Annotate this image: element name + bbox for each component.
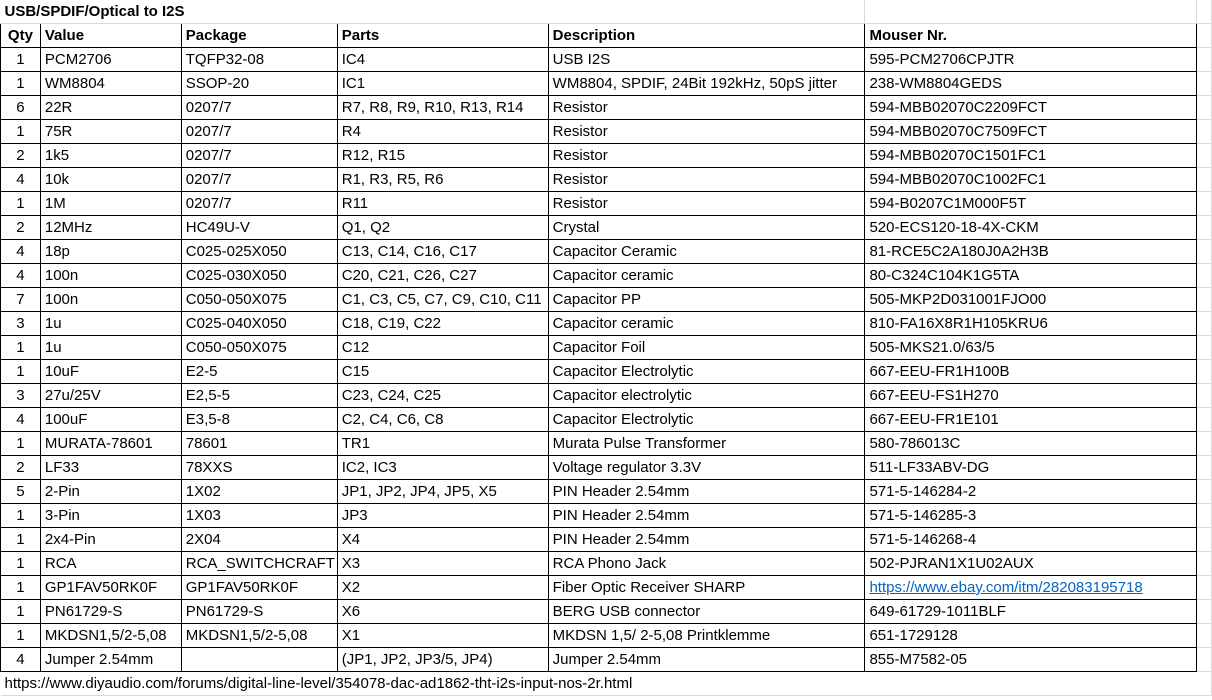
cell-value[interactable]: LF33 bbox=[40, 456, 181, 480]
cell-mouser-nr[interactable]: 651-1729128 bbox=[865, 624, 1197, 648]
cell-parts[interactable]: R7, R8, R9, R10, R13, R14 bbox=[337, 96, 548, 120]
cell-value[interactable]: PN61729-S bbox=[40, 600, 181, 624]
cell-parts[interactable]: X6 bbox=[337, 600, 548, 624]
cell-package[interactable]: C025-040X050 bbox=[181, 312, 337, 336]
cell-package[interactable]: HC49U-V bbox=[181, 216, 337, 240]
cell-empty[interactable] bbox=[548, 0, 865, 24]
cell-mouser-nr[interactable]: 594-MBB02070C2209FCT bbox=[865, 96, 1197, 120]
cell-package[interactable]: 0207/7 bbox=[181, 120, 337, 144]
cell-package[interactable]: 0207/7 bbox=[181, 168, 337, 192]
table-row bbox=[1, 408, 1212, 432]
cell-parts[interactable]: C1, C3, C5, C7, C9, C10, C11 bbox=[337, 288, 548, 312]
cell-value[interactable]: 75R bbox=[40, 120, 181, 144]
cell-empty[interactable] bbox=[1197, 504, 1212, 528]
cell-description[interactable]: RCA Phono Jack bbox=[548, 552, 865, 576]
cell-empty[interactable] bbox=[1197, 96, 1212, 120]
cell-value[interactable]: 2x4-Pin bbox=[40, 528, 181, 552]
cell-value[interactable]: MURATA-78601 bbox=[40, 432, 181, 456]
table-row bbox=[1, 168, 1212, 192]
cell-qty[interactable]: 1 bbox=[1, 600, 41, 624]
cell-mouser-nr[interactable]: 594-MBB02070C1501FC1 bbox=[865, 144, 1197, 168]
cell-package[interactable]: MKDSN1,5/2-5,08 bbox=[181, 624, 337, 648]
cell-empty[interactable] bbox=[1197, 336, 1212, 360]
cell-description[interactable]: WM8804, SPDIF, 24Bit 192kHz, 50pS jitter bbox=[548, 72, 865, 96]
cell-empty[interactable] bbox=[1197, 672, 1212, 696]
table-row bbox=[1, 240, 1212, 264]
cell-mouser-nr[interactable]: 571-5-146284-2 bbox=[865, 480, 1197, 504]
cell-description[interactable]: Capacitor Electrolytic bbox=[548, 360, 865, 384]
table-row bbox=[1, 456, 1212, 480]
cell-mouser-nr[interactable]: 810-FA16X8R1H105KRU6 bbox=[865, 312, 1197, 336]
cell-qty[interactable]: 1 bbox=[1, 360, 41, 384]
cell-package[interactable]: C050-050X075 bbox=[181, 336, 337, 360]
cell-package[interactable]: RCA_SWITCHCRAFT bbox=[181, 552, 337, 576]
cell-mouser-nr[interactable]: 238-WM8804GEDS bbox=[865, 72, 1197, 96]
cell-empty[interactable] bbox=[1197, 48, 1212, 72]
cell-description[interactable]: Capacitor Electrolytic bbox=[548, 408, 865, 432]
cell-qty[interactable]: 1 bbox=[1, 576, 41, 600]
cell-qty[interactable]: 6 bbox=[1, 96, 41, 120]
table-row bbox=[1, 504, 1212, 528]
cell-package[interactable]: 0207/7 bbox=[181, 96, 337, 120]
cell-value[interactable]: 3-Pin bbox=[40, 504, 181, 528]
header-row bbox=[1, 24, 1212, 48]
cell-description[interactable]: Crystal bbox=[548, 216, 865, 240]
cell-value[interactable]: 1u bbox=[40, 336, 181, 360]
cell-package[interactable]: E2-5 bbox=[181, 360, 337, 384]
cell-package[interactable]: 78XXS bbox=[181, 456, 337, 480]
cell-package[interactable]: GP1FAV50RK0F bbox=[181, 576, 337, 600]
cell-description[interactable]: Capacitor electrolytic bbox=[548, 384, 865, 408]
cell-description[interactable]: Resistor bbox=[548, 144, 865, 168]
cell-description[interactable]: Capacitor Foil bbox=[548, 336, 865, 360]
table-row bbox=[1, 144, 1212, 168]
cell-package[interactable]: 0207/7 bbox=[181, 144, 337, 168]
cell-empty[interactable] bbox=[1197, 264, 1212, 288]
cell-description[interactable]: Jumper 2.54mm bbox=[548, 648, 865, 672]
cell-parts[interactable]: R12, R15 bbox=[337, 144, 548, 168]
header-parts[interactable]: Parts bbox=[337, 24, 548, 48]
table-row bbox=[1, 96, 1212, 120]
cell-value[interactable]: 22R bbox=[40, 96, 181, 120]
cell-qty[interactable]: 1 bbox=[1, 432, 41, 456]
cell-value[interactable]: 18p bbox=[40, 240, 181, 264]
cell-description[interactable]: Capacitor PP bbox=[548, 288, 865, 312]
cell-parts[interactable]: X4 bbox=[337, 528, 548, 552]
table-row bbox=[1, 432, 1212, 456]
cell-package[interactable]: E2,5-5 bbox=[181, 384, 337, 408]
cell-parts[interactable]: JP1, JP2, JP4, JP5, X5 bbox=[337, 480, 548, 504]
cell-mouser-nr[interactable]: 649-61729-1011BLF bbox=[865, 600, 1197, 624]
table-row bbox=[1, 624, 1212, 648]
cell-mouser-nr[interactable]: 595-PCM2706CPJTR bbox=[865, 48, 1197, 72]
cell-value[interactable]: 10uF bbox=[40, 360, 181, 384]
table-row bbox=[1, 288, 1212, 312]
cell-qty[interactable]: 4 bbox=[1, 408, 41, 432]
cell-parts[interactable]: IC4 bbox=[337, 48, 548, 72]
cell-mouser-nr[interactable]: 511-LF33ABV-DG bbox=[865, 456, 1197, 480]
table-row bbox=[1, 48, 1212, 72]
cell-qty[interactable]: 2 bbox=[1, 144, 41, 168]
cell-mouser-link[interactable]: https://www.ebay.com/itm/282083195718 bbox=[865, 576, 1197, 600]
table-row bbox=[1, 648, 1212, 672]
cell-empty[interactable] bbox=[1197, 120, 1212, 144]
cell-empty[interactable] bbox=[1197, 168, 1212, 192]
cell-qty[interactable]: 5 bbox=[1, 480, 41, 504]
cell-empty[interactable] bbox=[1197, 576, 1212, 600]
cell-qty[interactable]: 1 bbox=[1, 624, 41, 648]
cell-description[interactable]: Capacitor ceramic bbox=[548, 312, 865, 336]
cell-description[interactable]: Capacitor ceramic bbox=[548, 264, 865, 288]
cell-parts[interactable]: C18, C19, C22 bbox=[337, 312, 548, 336]
cell-package[interactable]: C025-030X050 bbox=[181, 264, 337, 288]
cell-value[interactable]: 100n bbox=[40, 288, 181, 312]
cell-value[interactable]: PCM2706 bbox=[40, 48, 181, 72]
cell-value[interactable]: 100uF bbox=[40, 408, 181, 432]
cell-description[interactable]: Resistor bbox=[548, 192, 865, 216]
table-row bbox=[1, 336, 1212, 360]
table-row bbox=[1, 72, 1212, 96]
cell-mouser-nr[interactable]: 855-M7582-05 bbox=[865, 648, 1197, 672]
cell-mouser-nr[interactable]: 502-PJRAN1X1U02AUX bbox=[865, 552, 1197, 576]
cell-package[interactable]: 2X04 bbox=[181, 528, 337, 552]
cell-description[interactable]: Fiber Optic Receiver SHARP bbox=[548, 576, 865, 600]
cell-parts[interactable]: X3 bbox=[337, 552, 548, 576]
cell-mouser-nr[interactable]: 505-MKP2D031001FJO00 bbox=[865, 288, 1197, 312]
cell-description[interactable]: Murata Pulse Transformer bbox=[548, 432, 865, 456]
cell-empty[interactable] bbox=[1197, 600, 1212, 624]
cell-empty[interactable] bbox=[1197, 288, 1212, 312]
cell-value[interactable]: MKDSN1,5/2-5,08 bbox=[40, 624, 181, 648]
cell-mouser-nr[interactable]: 667-EEU-FR1E101 bbox=[865, 408, 1197, 432]
cell-empty[interactable] bbox=[1197, 480, 1212, 504]
cell-package[interactable]: E3,5-8 bbox=[181, 408, 337, 432]
cell-parts[interactable]: X1 bbox=[337, 624, 548, 648]
cell-parts[interactable]: C23, C24, C25 bbox=[337, 384, 548, 408]
header-value[interactable]: Value bbox=[40, 24, 181, 48]
cell-package[interactable]: TQFP32-08 bbox=[181, 48, 337, 72]
cell-description[interactable]: PIN Header 2.54mm bbox=[548, 528, 865, 552]
cell-mouser-nr[interactable]: 80-C324C104K1G5TA bbox=[865, 264, 1197, 288]
cell-parts[interactable]: R4 bbox=[337, 120, 548, 144]
title-row bbox=[1, 0, 1212, 24]
cell-value[interactable]: 1M bbox=[40, 192, 181, 216]
cell-mouser-nr[interactable]: 81-RCE5C2A180J0A2H3B bbox=[865, 240, 1197, 264]
cell-package[interactable]: 78601 bbox=[181, 432, 337, 456]
cell-value[interactable]: RCA bbox=[40, 552, 181, 576]
cell-qty[interactable]: 7 bbox=[1, 288, 41, 312]
cell-qty[interactable]: 1 bbox=[1, 552, 41, 576]
cell-parts[interactable]: R11 bbox=[337, 192, 548, 216]
header-description[interactable]: Description bbox=[548, 24, 865, 48]
cell-package[interactable]: PN61729-S bbox=[181, 600, 337, 624]
cell-empty[interactable] bbox=[1197, 312, 1212, 336]
cell-value[interactable]: Jumper 2.54mm bbox=[40, 648, 181, 672]
cell-qty[interactable]: 1 bbox=[1, 504, 41, 528]
cell-qty[interactable]: 1 bbox=[1, 528, 41, 552]
cell-package[interactable]: C025-025X050 bbox=[181, 240, 337, 264]
cell-qty[interactable]: 3 bbox=[1, 384, 41, 408]
cell-parts[interactable]: IC2, IC3 bbox=[337, 456, 548, 480]
cell-mouser-nr[interactable]: 594-MBB02070C1002FC1 bbox=[865, 168, 1197, 192]
table-row bbox=[1, 576, 1212, 600]
cell-value[interactable]: GP1FAV50RK0F bbox=[40, 576, 181, 600]
table-row bbox=[1, 528, 1212, 552]
cell-package[interactable] bbox=[181, 648, 337, 672]
cell-parts[interactable]: R1, R3, R5, R6 bbox=[337, 168, 548, 192]
header-mouser-nr[interactable]: Mouser Nr. bbox=[865, 24, 1197, 48]
cell-package[interactable]: C050-050X075 bbox=[181, 288, 337, 312]
cell-parts[interactable]: TR1 bbox=[337, 432, 548, 456]
cell-qty[interactable]: 4 bbox=[1, 648, 41, 672]
cell-parts[interactable]: C20, C21, C26, C27 bbox=[337, 264, 548, 288]
cell-description[interactable]: Capacitor Ceramic bbox=[548, 240, 865, 264]
cell-mouser-nr[interactable]: 571-5-146268-4 bbox=[865, 528, 1197, 552]
header-package[interactable]: Package bbox=[181, 24, 337, 48]
cell-description[interactable]: PIN Header 2.54mm bbox=[548, 480, 865, 504]
table-row bbox=[1, 384, 1212, 408]
cell-empty[interactable] bbox=[1197, 72, 1212, 96]
cell-value[interactable]: 2-Pin bbox=[40, 480, 181, 504]
cell-parts[interactable]: IC1 bbox=[337, 72, 548, 96]
cell-empty[interactable] bbox=[1197, 144, 1212, 168]
cell-qty[interactable]: 1 bbox=[1, 120, 41, 144]
cell-qty[interactable]: 2 bbox=[1, 456, 41, 480]
cell-parts[interactable]: Q1, Q2 bbox=[337, 216, 548, 240]
cell-empty[interactable] bbox=[1197, 384, 1212, 408]
cell-description[interactable]: Resistor bbox=[548, 168, 865, 192]
cell-mouser-nr[interactable]: 505-MKS21.0/63/5 bbox=[865, 336, 1197, 360]
cell-empty[interactable] bbox=[1197, 240, 1212, 264]
cell-parts[interactable]: C13, C14, C16, C17 bbox=[337, 240, 548, 264]
header-qty[interactable]: Qty bbox=[1, 24, 41, 48]
cell-empty[interactable] bbox=[1197, 0, 1212, 24]
cell-value[interactable]: 1u bbox=[40, 312, 181, 336]
table-row bbox=[1, 192, 1212, 216]
cell-value[interactable]: 10k bbox=[40, 168, 181, 192]
cell-mouser-nr[interactable]: 594-MBB02070C7509FCT bbox=[865, 120, 1197, 144]
cell-description[interactable]: Resistor bbox=[548, 120, 865, 144]
cell-description[interactable]: BERG USB connector bbox=[548, 600, 865, 624]
cell-empty[interactable] bbox=[1197, 216, 1212, 240]
cell-qty[interactable]: 4 bbox=[1, 168, 41, 192]
cell-empty[interactable] bbox=[1197, 552, 1212, 576]
cell-value[interactable]: 12MHz bbox=[40, 216, 181, 240]
cell-description[interactable]: USB I2S bbox=[548, 48, 865, 72]
table-row bbox=[1, 264, 1212, 288]
cell-empty[interactable] bbox=[1197, 192, 1212, 216]
cell-mouser-nr[interactable]: 571-5-146285-3 bbox=[865, 504, 1197, 528]
sheet-title[interactable]: USB/SPDIF/Optical to I2S bbox=[1, 0, 549, 24]
cell-description[interactable]: Resistor bbox=[548, 96, 865, 120]
cell-qty[interactable]: 3 bbox=[1, 312, 41, 336]
source-url[interactable]: https://www.diyaudio.com/forums/digital-line-level/354078-dac-ad1862-tht-i2s-input-nos-2r.html bbox=[1, 672, 1197, 696]
footer-row bbox=[1, 672, 1212, 696]
cell-qty[interactable]: 1 bbox=[1, 336, 41, 360]
cell-empty[interactable] bbox=[1197, 24, 1212, 48]
cell-parts[interactable]: X2 bbox=[337, 576, 548, 600]
cell-qty[interactable]: 4 bbox=[1, 264, 41, 288]
cell-empty[interactable] bbox=[1197, 648, 1212, 672]
cell-mouser-nr[interactable]: 667-EEU-FS1H270 bbox=[865, 384, 1197, 408]
cell-qty[interactable]: 1 bbox=[1, 48, 41, 72]
cell-empty[interactable] bbox=[1197, 432, 1212, 456]
cell-mouser-nr[interactable]: 580-786013C bbox=[865, 432, 1197, 456]
cell-package[interactable]: 0207/7 bbox=[181, 192, 337, 216]
table-row bbox=[1, 552, 1212, 576]
cell-empty[interactable] bbox=[1197, 528, 1212, 552]
cell-empty[interactable] bbox=[1197, 624, 1212, 648]
cell-empty[interactable] bbox=[1197, 456, 1212, 480]
cell-mouser-nr[interactable]: 594-B0207C1M000F5T bbox=[865, 192, 1197, 216]
cell-empty[interactable] bbox=[865, 0, 1197, 24]
cell-description[interactable]: Voltage regulator 3.3V bbox=[548, 456, 865, 480]
cell-empty[interactable] bbox=[1197, 408, 1212, 432]
table-row bbox=[1, 120, 1212, 144]
cell-package[interactable]: SSOP-20 bbox=[181, 72, 337, 96]
cell-empty[interactable] bbox=[1197, 360, 1212, 384]
cell-parts[interactable]: JP3 bbox=[337, 504, 548, 528]
table-row bbox=[1, 480, 1212, 504]
cell-qty[interactable]: 1 bbox=[1, 72, 41, 96]
cell-qty[interactable]: 4 bbox=[1, 240, 41, 264]
table-row bbox=[1, 312, 1212, 336]
table-row bbox=[1, 216, 1212, 240]
cell-parts[interactable]: C12 bbox=[337, 336, 548, 360]
cell-qty[interactable]: 2 bbox=[1, 216, 41, 240]
cell-package[interactable]: 1X03 bbox=[181, 504, 337, 528]
cell-mouser-nr[interactable]: 667-EEU-FR1H100B bbox=[865, 360, 1197, 384]
cell-description[interactable]: MKDSN 1,5/ 2-5,08 Printklemme bbox=[548, 624, 865, 648]
cell-value[interactable]: 1k5 bbox=[40, 144, 181, 168]
cell-package[interactable]: 1X02 bbox=[181, 480, 337, 504]
cell-parts[interactable]: (JP1, JP2, JP3/5, JP4) bbox=[337, 648, 548, 672]
cell-parts[interactable]: C15 bbox=[337, 360, 548, 384]
cell-description[interactable]: PIN Header 2.54mm bbox=[548, 504, 865, 528]
cell-qty[interactable]: 1 bbox=[1, 192, 41, 216]
cell-mouser-nr[interactable]: 520-ECS120-18-4X-CKM bbox=[865, 216, 1197, 240]
table-row bbox=[1, 600, 1212, 624]
cell-value[interactable]: 27u/25V bbox=[40, 384, 181, 408]
cell-parts[interactable]: C2, C4, C6, C8 bbox=[337, 408, 548, 432]
cell-value[interactable]: 100n bbox=[40, 264, 181, 288]
cell-value[interactable]: WM8804 bbox=[40, 72, 181, 96]
table-row bbox=[1, 360, 1212, 384]
